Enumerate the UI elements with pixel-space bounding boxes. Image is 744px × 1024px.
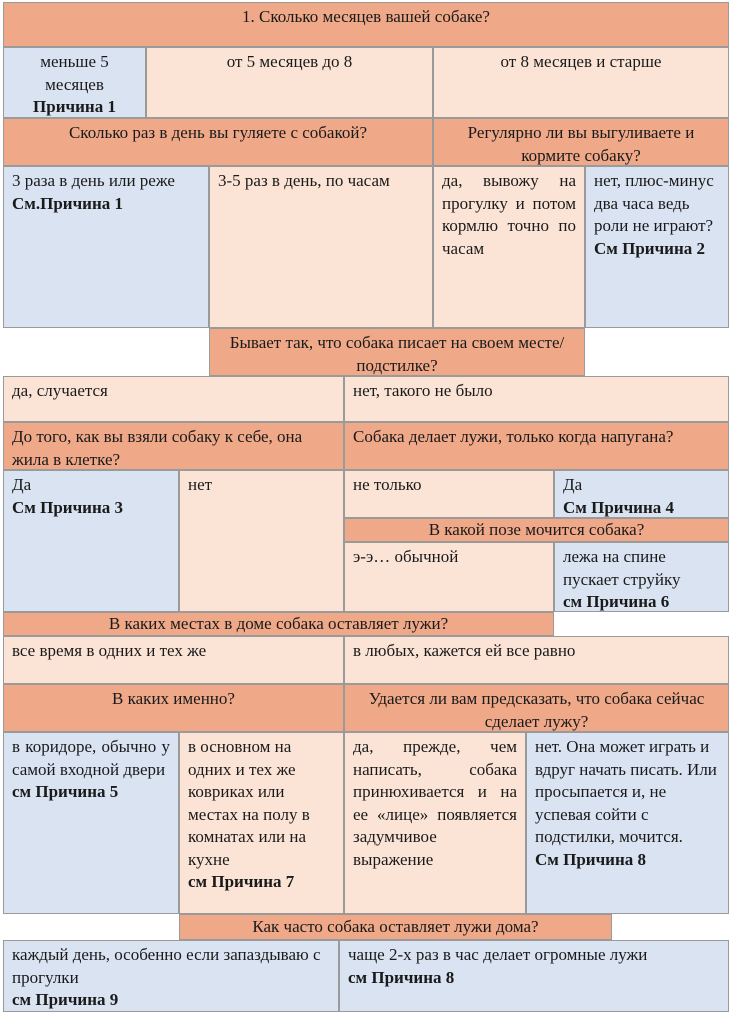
question-text: Собака делает лужи, только когда напугана? [353,427,674,446]
answer-text: нет, такого не было [353,381,493,400]
question-regular-walks [433,118,729,166]
question-text: Бывает так, что собака писает на своем месте/подстилке? [229,333,565,375]
answer-text: все время в одних и тех же [12,641,207,660]
question-peeing-posture [344,518,729,542]
answer-predict-yes [344,732,526,914]
answer-3-times-or-less [3,166,209,328]
reason-reference: См Причина 2 [594,238,706,258]
answer-3-5-times [209,166,433,328]
answer-over-8-months [433,47,729,118]
answer-lying-on-back [554,542,729,612]
answer-text: да, прежде, чем написать, собака принюхивается и на ее «лице» появляется задумчивое выражение [353,737,517,869]
answer-text: чаще 2-х раз в час делает огромные лужи [348,945,648,964]
reason-reference: См Причина 8 [535,849,647,869]
answer-every-day [3,940,339,1012]
reason-reference: См.Причина 1 [12,193,124,213]
answer-text: меньше 5 месяцев [40,52,109,94]
question-dog-age [3,2,729,47]
answer-text: нет. Она может играть и вдруг начать писать. Или просыпается и, не успевая сойти с подстилки, мочится. [535,737,717,846]
answer-normal-posture [344,542,554,612]
reason-reference: Причина 1 [33,97,116,116]
answer-text: от 5 месяцев до 8 [226,52,353,71]
answer-regular-no [585,166,729,328]
question-text: Сколько раз в день вы гуляете с собакой? [68,123,368,142]
question-only-when-scared [344,422,729,470]
answer-text: нет [188,475,213,494]
reason-reference: см Причина 6 [563,592,670,611]
answer-text: э-э… обычной [353,547,459,566]
reason-reference: см Причина 7 [188,872,295,891]
reason-reference: См Причина 4 [563,497,675,517]
question-text: В каких именно? [112,689,235,708]
answer-text: Да [563,475,583,494]
answer-same-places [3,636,344,684]
answer-text: лежа на спине пускает струйку [563,547,681,589]
answer-never-happened [344,376,729,422]
question-how-often [179,914,612,940]
answer-text: 3-5 раз в день, по часам [218,171,390,190]
answer-under-5-months [3,47,146,118]
question-walks-per-day [3,118,433,166]
question-text: До того, как вы взяли собаку к себе, она жила в клетке? [12,427,303,469]
question-predict-puddle [344,684,729,732]
answer-same-rugs [179,732,344,914]
answer-text: каждый день, особенно если запаздываю с прогулки [12,945,321,987]
answer-happens [3,376,344,422]
answer-text: нет, плюс-минус два часа ведь роли не играют? [594,171,714,235]
answer-text: в коридоре, обычно у самой входной двери [12,737,170,779]
answer-text: Да [12,475,32,494]
question-which-places [3,684,344,732]
question-pees-on-bed [209,328,585,376]
answer-not-only [344,470,554,518]
question-text: 1. Сколько месяцев вашей собаке? [242,7,490,26]
answer-text: в основном на одних и тех же ковриках или местах на полу в комнатах или на кухне [188,737,310,869]
answer-text: да, случается [12,381,108,400]
question-text: В какой позе мочится собака? [428,520,645,539]
answer-corridor [3,732,179,914]
answer-5-to-8-months [146,47,433,118]
question-lived-in-cage [3,422,344,470]
answer-scared-yes [554,470,729,518]
answer-text: не только [353,475,422,494]
question-text: Как часто собака оставляет лужи дома? [252,917,539,936]
reason-reference: см Причина 5 [12,782,119,801]
answer-predict-no [526,732,729,914]
question-text: Регулярно ли вы выгуливаете и кормите собаку? [467,123,695,165]
question-places-in-house [3,612,554,636]
question-text: Удается ли вам предсказать, что собака сейчас сделает лужу? [368,689,705,731]
answer-text: в любых, кажется ей все равно [353,641,576,660]
reason-reference: см Причина 8 [348,967,455,987]
reason-reference: См Причина 3 [12,497,124,517]
answer-text: от 8 месяцев и старше [500,52,662,71]
answer-cage-no [179,470,344,612]
answer-text: да, вывожу на прогулку и потом кормлю точно по часам [442,171,576,258]
answer-any-places [344,636,729,684]
reason-reference: см Причина 9 [12,990,119,1009]
answer-twice-per-hour [339,940,729,1012]
question-text: В каких местах в доме собака оставляет лужи? [108,614,449,633]
answer-cage-yes [3,470,179,612]
answer-regular-yes [433,166,585,328]
answer-text: 3 раза в день или реже [12,171,175,190]
